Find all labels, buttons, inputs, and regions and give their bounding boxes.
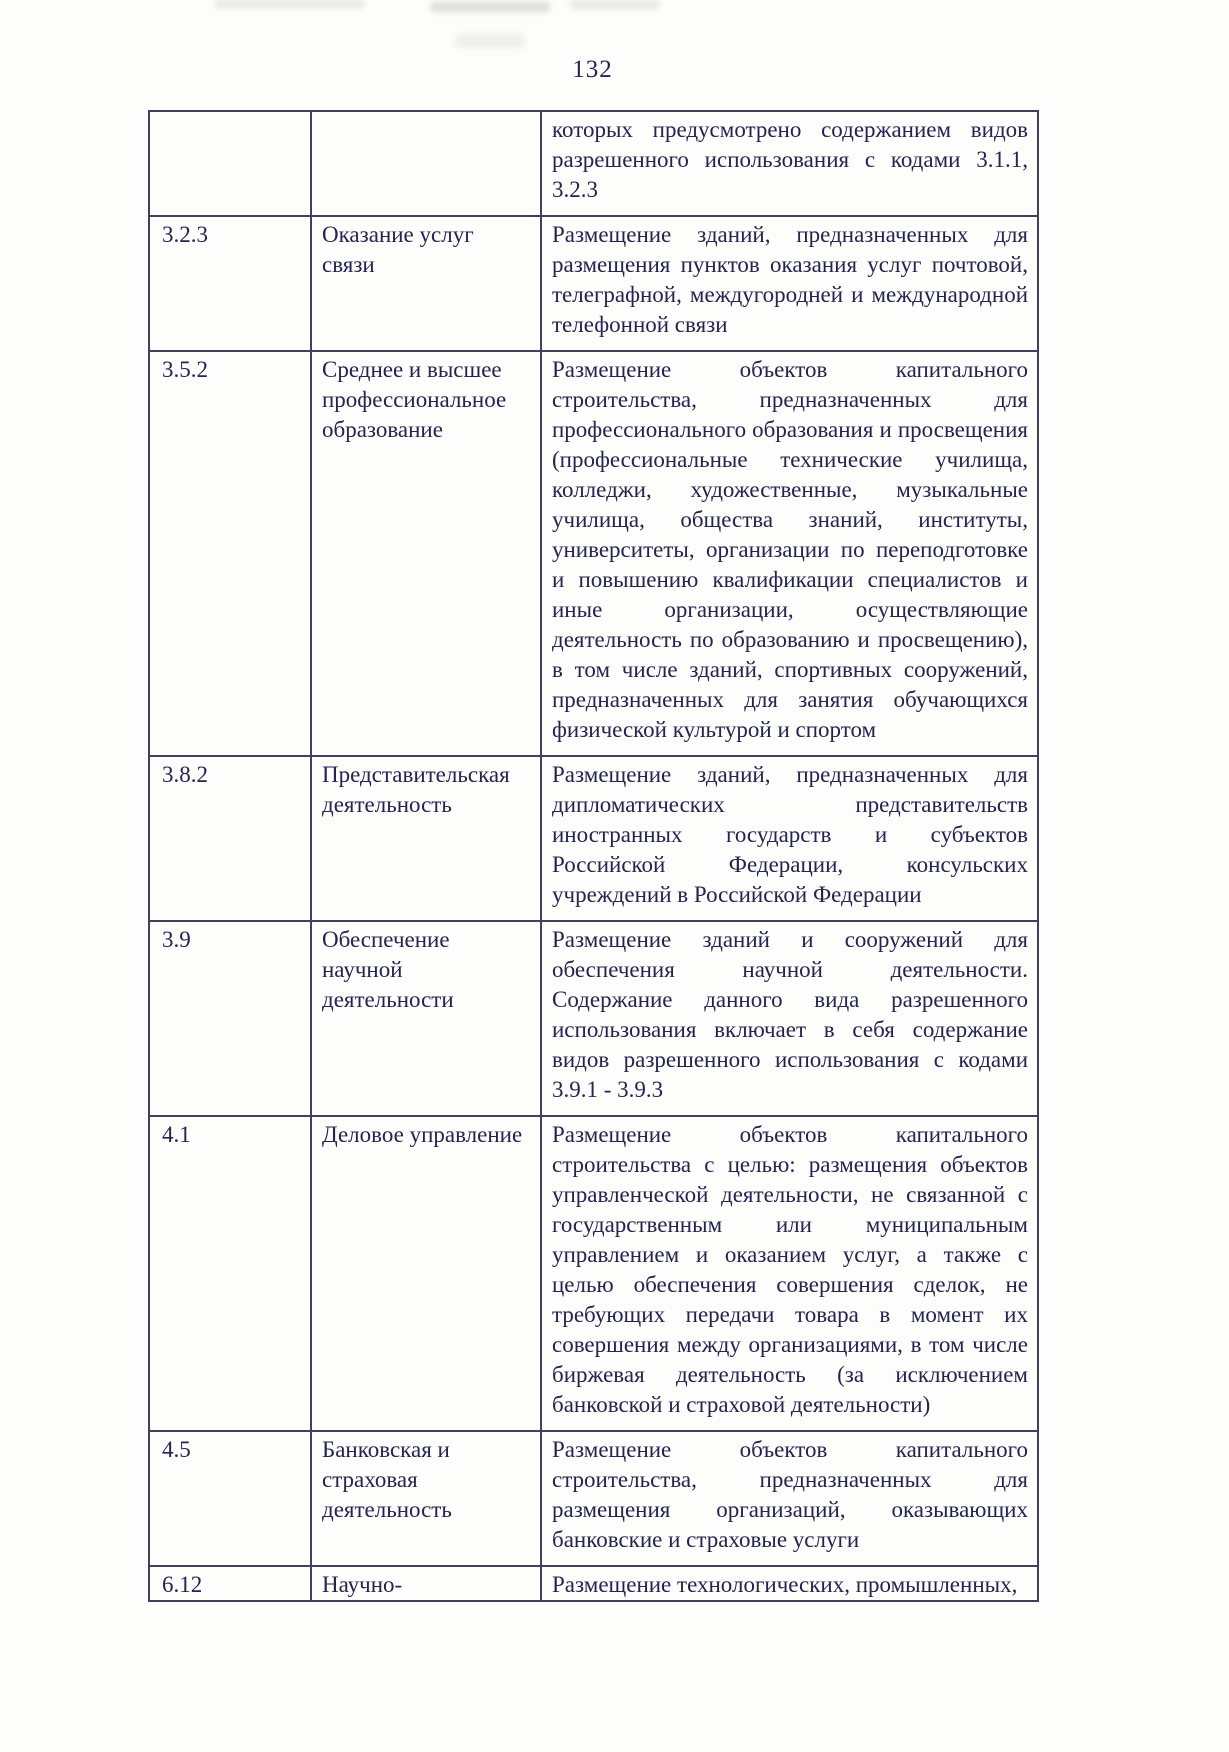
- table-row: [149, 1116, 1038, 1431]
- scan-artifact: [430, 2, 550, 12]
- table-row: [149, 216, 1038, 351]
- name-cell: Научно-: [311, 1566, 541, 1601]
- code-cell: 3.2.3: [149, 216, 311, 351]
- table-row: [149, 1566, 1038, 1601]
- name-cell: Представительская деятельность: [311, 756, 541, 921]
- code-cell: 3.5.2: [149, 351, 311, 756]
- table-row: [149, 351, 1038, 756]
- table-row: [149, 1431, 1038, 1566]
- description-cell: Размещение объектов капитального строительства, предназначенных для размещения организаций, оказывающих банковские и страховые услуги: [541, 1431, 1038, 1566]
- land-use-table: [148, 110, 1039, 1602]
- name-cell: Среднее и высшее профессиональное образование: [311, 351, 541, 756]
- name-cell: Деловое управление: [311, 1116, 541, 1431]
- code-cell: [149, 111, 311, 216]
- description-cell: Размещение объектов капитального строительства с целью: размещения объектов управленческой деятельности, не связанной с государственным или муниципальным управлением и оказанием услуг, а также с целью обеспечения совершения сделок, не требующих передачи товара в момент их совершения между организациями, в том числе биржевая деятельность (за исключением банковской и страховой деятельности): [541, 1116, 1038, 1431]
- description-cell: Размещение зданий, предназначенных для размещения пунктов оказания услуг почтовой, телеграфной, междугородней и международной телефонной связи: [541, 216, 1038, 351]
- scan-artifact: [215, 0, 365, 8]
- name-cell: [311, 111, 541, 216]
- name-cell: Банковская и страховая деятельность: [311, 1431, 541, 1566]
- code-cell: 6.12: [149, 1566, 311, 1601]
- table-row: [149, 111, 1038, 216]
- code-cell: 3.9: [149, 921, 311, 1116]
- name-cell: Обеспечение научной деятельности: [311, 921, 541, 1116]
- scan-artifact: [570, 0, 660, 9]
- table-row: [149, 756, 1038, 921]
- description-cell: Размещение объектов капитального строительства, предназначенных для профессионального образования и просвещения (профессиональные технические училища, колледжи, художественные, музыкальные училища, общества знаний, институты, университеты, организации по переподготовке и повышению квалификации специалистов и иные организации, осуществляющие деятельность по образованию и просвещению), в том числе зданий, спортивных сооружений, предназначенных для занятия обучающихся физической культурой и спортом: [541, 351, 1038, 756]
- table-row: [149, 921, 1038, 1116]
- description-cell: Размещение зданий, предназначенных для дипломатических представительств иностранных государств и субъектов Российской Федерации, консульских учреждений в Российской Федерации: [541, 756, 1038, 921]
- code-cell: 4.5: [149, 1431, 311, 1566]
- scan-artifact: [455, 34, 525, 48]
- description-cell: которых предусмотрено содержанием видов разрешенного использования с кодами 3.1.1, 3.2.3: [541, 111, 1038, 216]
- description-cell: Размещение технологических, промышленных,: [541, 1566, 1038, 1601]
- page-number: 132: [572, 56, 613, 83]
- description-cell: Размещение зданий и сооружений для обеспечения научной деятельности. Содержание данного вида разрешенного использования включает в себя содержание видов разрешенного использования с кодами 3.9.1 - 3.9.3: [541, 921, 1038, 1116]
- code-cell: 4.1: [149, 1116, 311, 1431]
- name-cell: Оказание услуг связи: [311, 216, 541, 351]
- code-cell: 3.8.2: [149, 756, 311, 921]
